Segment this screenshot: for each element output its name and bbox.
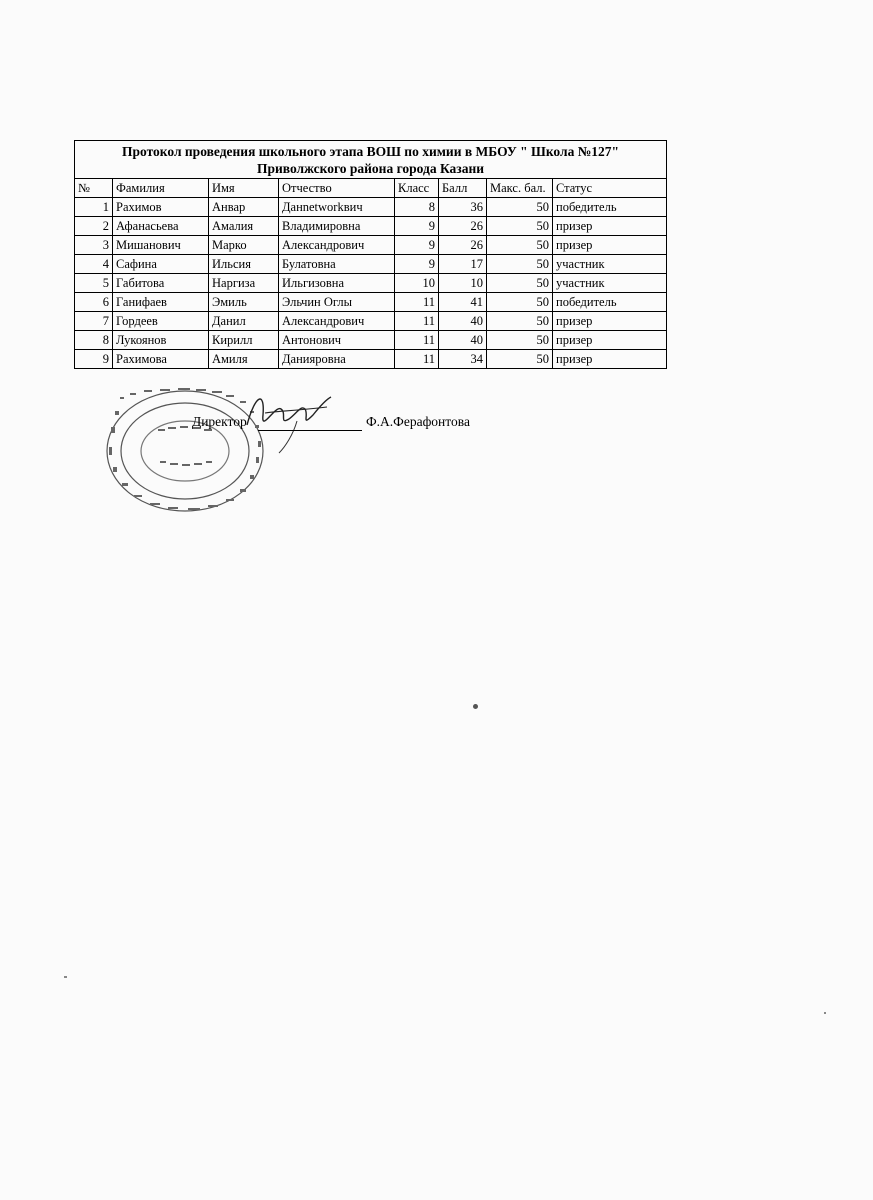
cell-first-name: Данил	[209, 312, 279, 331]
cell-score: 10	[439, 274, 487, 293]
cell-score: 41	[439, 293, 487, 312]
cell-score: 36	[439, 198, 487, 217]
cell-first-name: Амалия	[209, 217, 279, 236]
table-row	[75, 236, 667, 255]
cell-score: 17	[439, 255, 487, 274]
cell-max-score: 50	[487, 350, 553, 369]
cell-status: призер	[553, 350, 667, 369]
column-header-status: Статус	[553, 179, 667, 198]
cell-score: 40	[439, 312, 487, 331]
table-row	[75, 350, 667, 369]
cell-grade: 11	[395, 293, 439, 312]
scan-speck	[824, 1012, 826, 1014]
cell-surname: Гордеев	[113, 312, 209, 331]
cell-first-name: Кирилл	[209, 331, 279, 350]
cell-patronymic: Антонович	[279, 331, 395, 350]
cell-max-score: 50	[487, 331, 553, 350]
cell-grade: 9	[395, 255, 439, 274]
cell-score: 40	[439, 331, 487, 350]
table-body	[75, 198, 667, 369]
cell-first-name: Эмиль	[209, 293, 279, 312]
table-row	[75, 198, 667, 217]
cell-score: 26	[439, 236, 487, 255]
cell-status: победитель	[553, 198, 667, 217]
cell-max-score: 50	[487, 198, 553, 217]
protocol-table	[74, 140, 667, 369]
cell-surname: Сафина	[113, 255, 209, 274]
cell-status: призер	[553, 331, 667, 350]
cell-patronymic: Александрович	[279, 312, 395, 331]
cell-first-name: Анвар	[209, 198, 279, 217]
cell-patronymic: Ильгизовна	[279, 274, 395, 293]
cell-patronymic: Данnetworkвич	[279, 198, 395, 217]
cell-surname: Рахимов	[113, 198, 209, 217]
cell-patronymic: Владимировна	[279, 217, 395, 236]
cell-row-number: 3	[75, 236, 113, 255]
table-row	[75, 312, 667, 331]
cell-surname: Габитова	[113, 274, 209, 293]
cell-first-name: Амиля	[209, 350, 279, 369]
signature-line	[258, 430, 362, 431]
cell-max-score: 50	[487, 236, 553, 255]
cell-grade: 11	[395, 350, 439, 369]
cell-max-score: 50	[487, 217, 553, 236]
cell-row-number: 4	[75, 255, 113, 274]
cell-surname: Ганифаев	[113, 293, 209, 312]
cell-row-number: 9	[75, 350, 113, 369]
table-header-row	[75, 179, 667, 198]
column-header-name: Имя	[209, 179, 279, 198]
scan-speck	[473, 704, 478, 709]
table-row	[75, 255, 667, 274]
cell-surname: Лукоянов	[113, 331, 209, 350]
signature-block	[190, 410, 530, 440]
cell-grade: 11	[395, 312, 439, 331]
cell-row-number: 2	[75, 217, 113, 236]
cell-grade: 11	[395, 331, 439, 350]
cell-status: призер	[553, 217, 667, 236]
cell-surname: Афанасьева	[113, 217, 209, 236]
column-header-score: Балл	[439, 179, 487, 198]
cell-score: 34	[439, 350, 487, 369]
table-row	[75, 293, 667, 312]
cell-first-name: Ильсия	[209, 255, 279, 274]
cell-grade: 9	[395, 217, 439, 236]
scan-speck	[64, 976, 67, 978]
column-header-patronymic: Отчество	[279, 179, 395, 198]
cell-status: участник	[553, 274, 667, 293]
cell-surname: Мишанович	[113, 236, 209, 255]
table-row	[75, 274, 667, 293]
cell-patronymic: Данияровна	[279, 350, 395, 369]
cell-patronymic: Булатовна	[279, 255, 395, 274]
column-header-grade: Класс	[395, 179, 439, 198]
cell-patronymic: Эльчин Оглы	[279, 293, 395, 312]
cell-first-name: Марко	[209, 236, 279, 255]
cell-max-score: 50	[487, 312, 553, 331]
cell-grade: 9	[395, 236, 439, 255]
cell-score: 26	[439, 217, 487, 236]
cell-status: призер	[553, 236, 667, 255]
protocol-title	[75, 141, 667, 179]
protocol-title-line2: Приволжского района города Казани	[256, 161, 485, 176]
cell-first-name: Наргиза	[209, 274, 279, 293]
signature-name: Ф.А.Ферафонтова	[366, 414, 470, 429]
cell-grade: 8	[395, 198, 439, 217]
column-header-max-score: Макс. бал.	[487, 179, 553, 198]
column-header-surname: Фамилия	[113, 179, 209, 198]
table-row	[75, 217, 667, 236]
cell-surname: Рахимова	[113, 350, 209, 369]
cell-max-score: 50	[487, 274, 553, 293]
cell-max-score: 50	[487, 255, 553, 274]
cell-max-score: 50	[487, 293, 553, 312]
cell-status: победитель	[553, 293, 667, 312]
column-header-number: №	[75, 179, 113, 198]
cell-row-number: 1	[75, 198, 113, 217]
table-row	[75, 331, 667, 350]
cell-row-number: 7	[75, 312, 113, 331]
cell-status: участник	[553, 255, 667, 274]
cell-grade: 10	[395, 274, 439, 293]
cell-status: призер	[553, 312, 667, 331]
cell-row-number: 8	[75, 331, 113, 350]
protocol-title-line1: Протокол проведения школьного этапа ВОШ по химии в МБОУ " Школа №127"	[122, 144, 620, 159]
signature-role: Директор	[192, 414, 247, 429]
cell-row-number: 5	[75, 274, 113, 293]
cell-row-number: 6	[75, 293, 113, 312]
cell-patronymic: Александрович	[279, 236, 395, 255]
